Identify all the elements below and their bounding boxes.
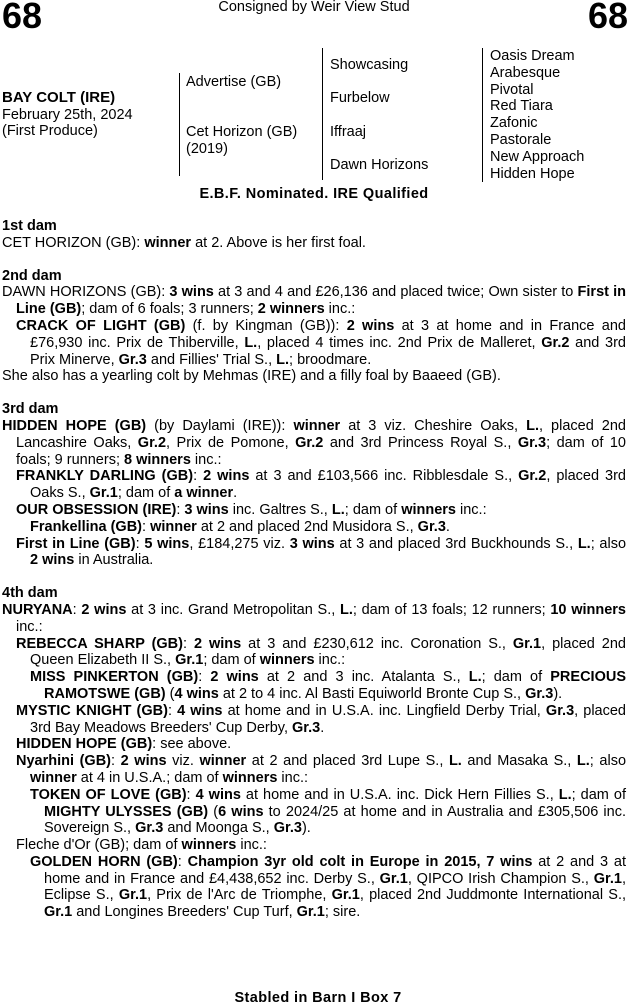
pedigree-bracket-1 xyxy=(179,73,180,176)
dam4-grandproduce: GOLDEN HORN (GB): Champion 3yr old colt in Europe in 2015, 7 wins at 2 and 3 at home and in France and £4,438,652 inc. Derby S., Gr.1, QIPCO Irish Champion S., Gr.1, Eclipse S., Gr.1, Prix de l'Arc de Triomphe, Gr.1, placed 2nd Juddmonte International S., Gr.1 and Longines Breeders' Cup Turf, Gr.1; sire. xyxy=(30,853,627,921)
dam3-produce: OUR OBSESSION (IRE): 3 wins inc. Galtres S., L.; dam of winners inc.: xyxy=(16,501,487,518)
dam2-produce: CRACK OF LIGHT (GB) (f. by Kingman (GB)): 2 wins at 3 at home and in France and £76,930 inc. Prix de Thiberville, L., placed 4 times inc. 2nd Prix de Malleret, Gr.2 and 3rd Prix Minerve, Gr.3 and Fillies' Trial S., L.; broodmare. xyxy=(16,317,626,368)
pedigree-sire: Advertise (GB) xyxy=(186,74,282,90)
dam4-produce: MYSTIC KNIGHT (GB): 4 wins at home and in U.S.A. inc. Lingfield Derby Trial, Gr.3, placed 3rd Bay Meadows Breeders' Cup Derby, Gr.3. xyxy=(16,702,626,736)
produce-note: (First Produce) xyxy=(2,123,98,139)
dam2-note: She also has a yearling colt by Mehmas (IRE) and a filly foal by Baaeed (GB). xyxy=(2,368,501,385)
pedigree-sire-dam: Furbelow xyxy=(330,90,390,106)
foaling-date: February 25th, 2024 xyxy=(2,106,133,123)
dam3-entry: HIDDEN HOPE (GB) (by Daylami (IRE)): winner at 3 viz. Cheshire Oaks, L., placed 2nd Lancashire Oaks, Gr.2, Prix de Pomone, Gr.2 and 3rd Princess Royal S., Gr.3; dam of 10 foals; 9 runners; 8 winners inc.: xyxy=(2,417,626,468)
section-heading: 2nd dam xyxy=(2,267,62,284)
pedigree-third-generation xyxy=(490,48,584,182)
ancestor: Zafonic xyxy=(490,115,538,132)
ancestor: Pastorale xyxy=(490,131,552,148)
ancestor: Hidden Hope xyxy=(490,165,575,182)
pedigree-dam: Cet Horizon (GB) xyxy=(186,124,298,140)
dam3-grandproduce: Frankellina (GB): winner at 2 and placed 2nd Musidora S., Gr.3. xyxy=(30,518,450,535)
dam1-text: CET HORIZON (GB): winner at 2. Above is her first foal. xyxy=(2,234,366,251)
horse-name: BAY COLT (IRE) xyxy=(2,89,116,106)
section-heading: 4th dam xyxy=(2,585,58,602)
pedigree-dam-year: (2019) xyxy=(186,141,228,157)
dam4-grandproduce: MISS PINKERTON (GB): 2 wins at 2 and 3 inc. Atalanta S., L.; dam of PRECIOUS RAMOTSWE (GB) (4 wins at 2 to 4 inc. Al Basti Equiworld Bronte Cup S., Gr.3). xyxy=(30,669,627,702)
dam4-grandproduce: TOKEN OF LOVE (GB): 4 wins at home and in U.S.A. inc. Dick Hern Fillies S., L.; dam of MIGHTY ULYSSES (GB) (6 wins to 2024/25 at home and in Australia and £305,506 inc. Sovereign S., Gr.3 and Moonga S., Gr.3). xyxy=(30,786,626,837)
dam4-produce: HIDDEN HOPE (GB): see above. xyxy=(16,736,232,753)
consignor: Consigned by Weir View Stud xyxy=(218,0,410,15)
pedigree-sire-sire: Showcasing xyxy=(330,57,409,73)
pedigree-dam-dam: Dawn Horizons xyxy=(330,157,429,173)
dam4-entry: NURYANA: 2 wins at 3 inc. Grand Metropolitan S., L.; dam of 13 foals; 12 runners; 10 winners inc.: xyxy=(2,601,626,635)
dam4-produce: Fleche d'Or (GB); dam of winners inc.: xyxy=(16,837,267,854)
dam3-produce: FRANKLY DARLING (GB): 2 wins at 3 and £103,566 inc. Ribblesdale S., Gr.2, placed 3rd Oaks S., Gr.1; dam of a winner. xyxy=(16,468,626,502)
ancestor: Arabesque xyxy=(490,64,561,81)
pedigree-bracket-3 xyxy=(482,48,483,182)
nomination-status: E.B.F. Nominated. IRE Qualified xyxy=(199,186,429,202)
stabling-info: Stabled in Barn I Box 7 xyxy=(234,990,402,1006)
ancestor: Pivotal xyxy=(490,81,534,98)
dam4-produce: REBECCA SHARP (GB): 2 wins at 3 and £230,612 inc. Coronation S., Gr.1, placed 2nd Queen Elizabeth II S., Gr.1; dam of winners inc.: xyxy=(16,635,626,669)
dam3-produce: First in Line (GB): 5 wins, £184,275 viz. 3 wins at 3 and placed 3rd Buckhounds S., L.; also 2 wins in Australia. xyxy=(16,535,627,569)
ancestor: New Approach xyxy=(490,148,585,165)
catalogue-body xyxy=(2,218,626,921)
section-heading: 3rd dam xyxy=(2,401,59,418)
ancestor: Oasis Dream xyxy=(490,48,575,64)
lot-number-right: 68 xyxy=(587,0,628,36)
dam4-produce: Nyarhini (GB): 2 wins viz. winner at 2 and placed 3rd Lupe S., L. and Masaka S., L.; also winner at 4 in U.S.A.; dam of winners inc.: xyxy=(16,753,627,786)
section-heading: 1st dam xyxy=(2,218,57,234)
ancestor: Red Tiara xyxy=(490,98,553,115)
pedigree-dam-sire: Iffraaj xyxy=(330,124,367,140)
dam2-entry: DAWN HORIZONS (GB): 3 wins at 3 and 4 and £26,136 and placed twice; Own sister to First in Line (GB); dam of 6 foals; 3 runners; 2 winners inc.: xyxy=(2,284,627,318)
pedigree-bracket-2 xyxy=(322,48,323,180)
lot-number-left: 68 xyxy=(2,0,43,36)
horse-info xyxy=(2,90,133,140)
